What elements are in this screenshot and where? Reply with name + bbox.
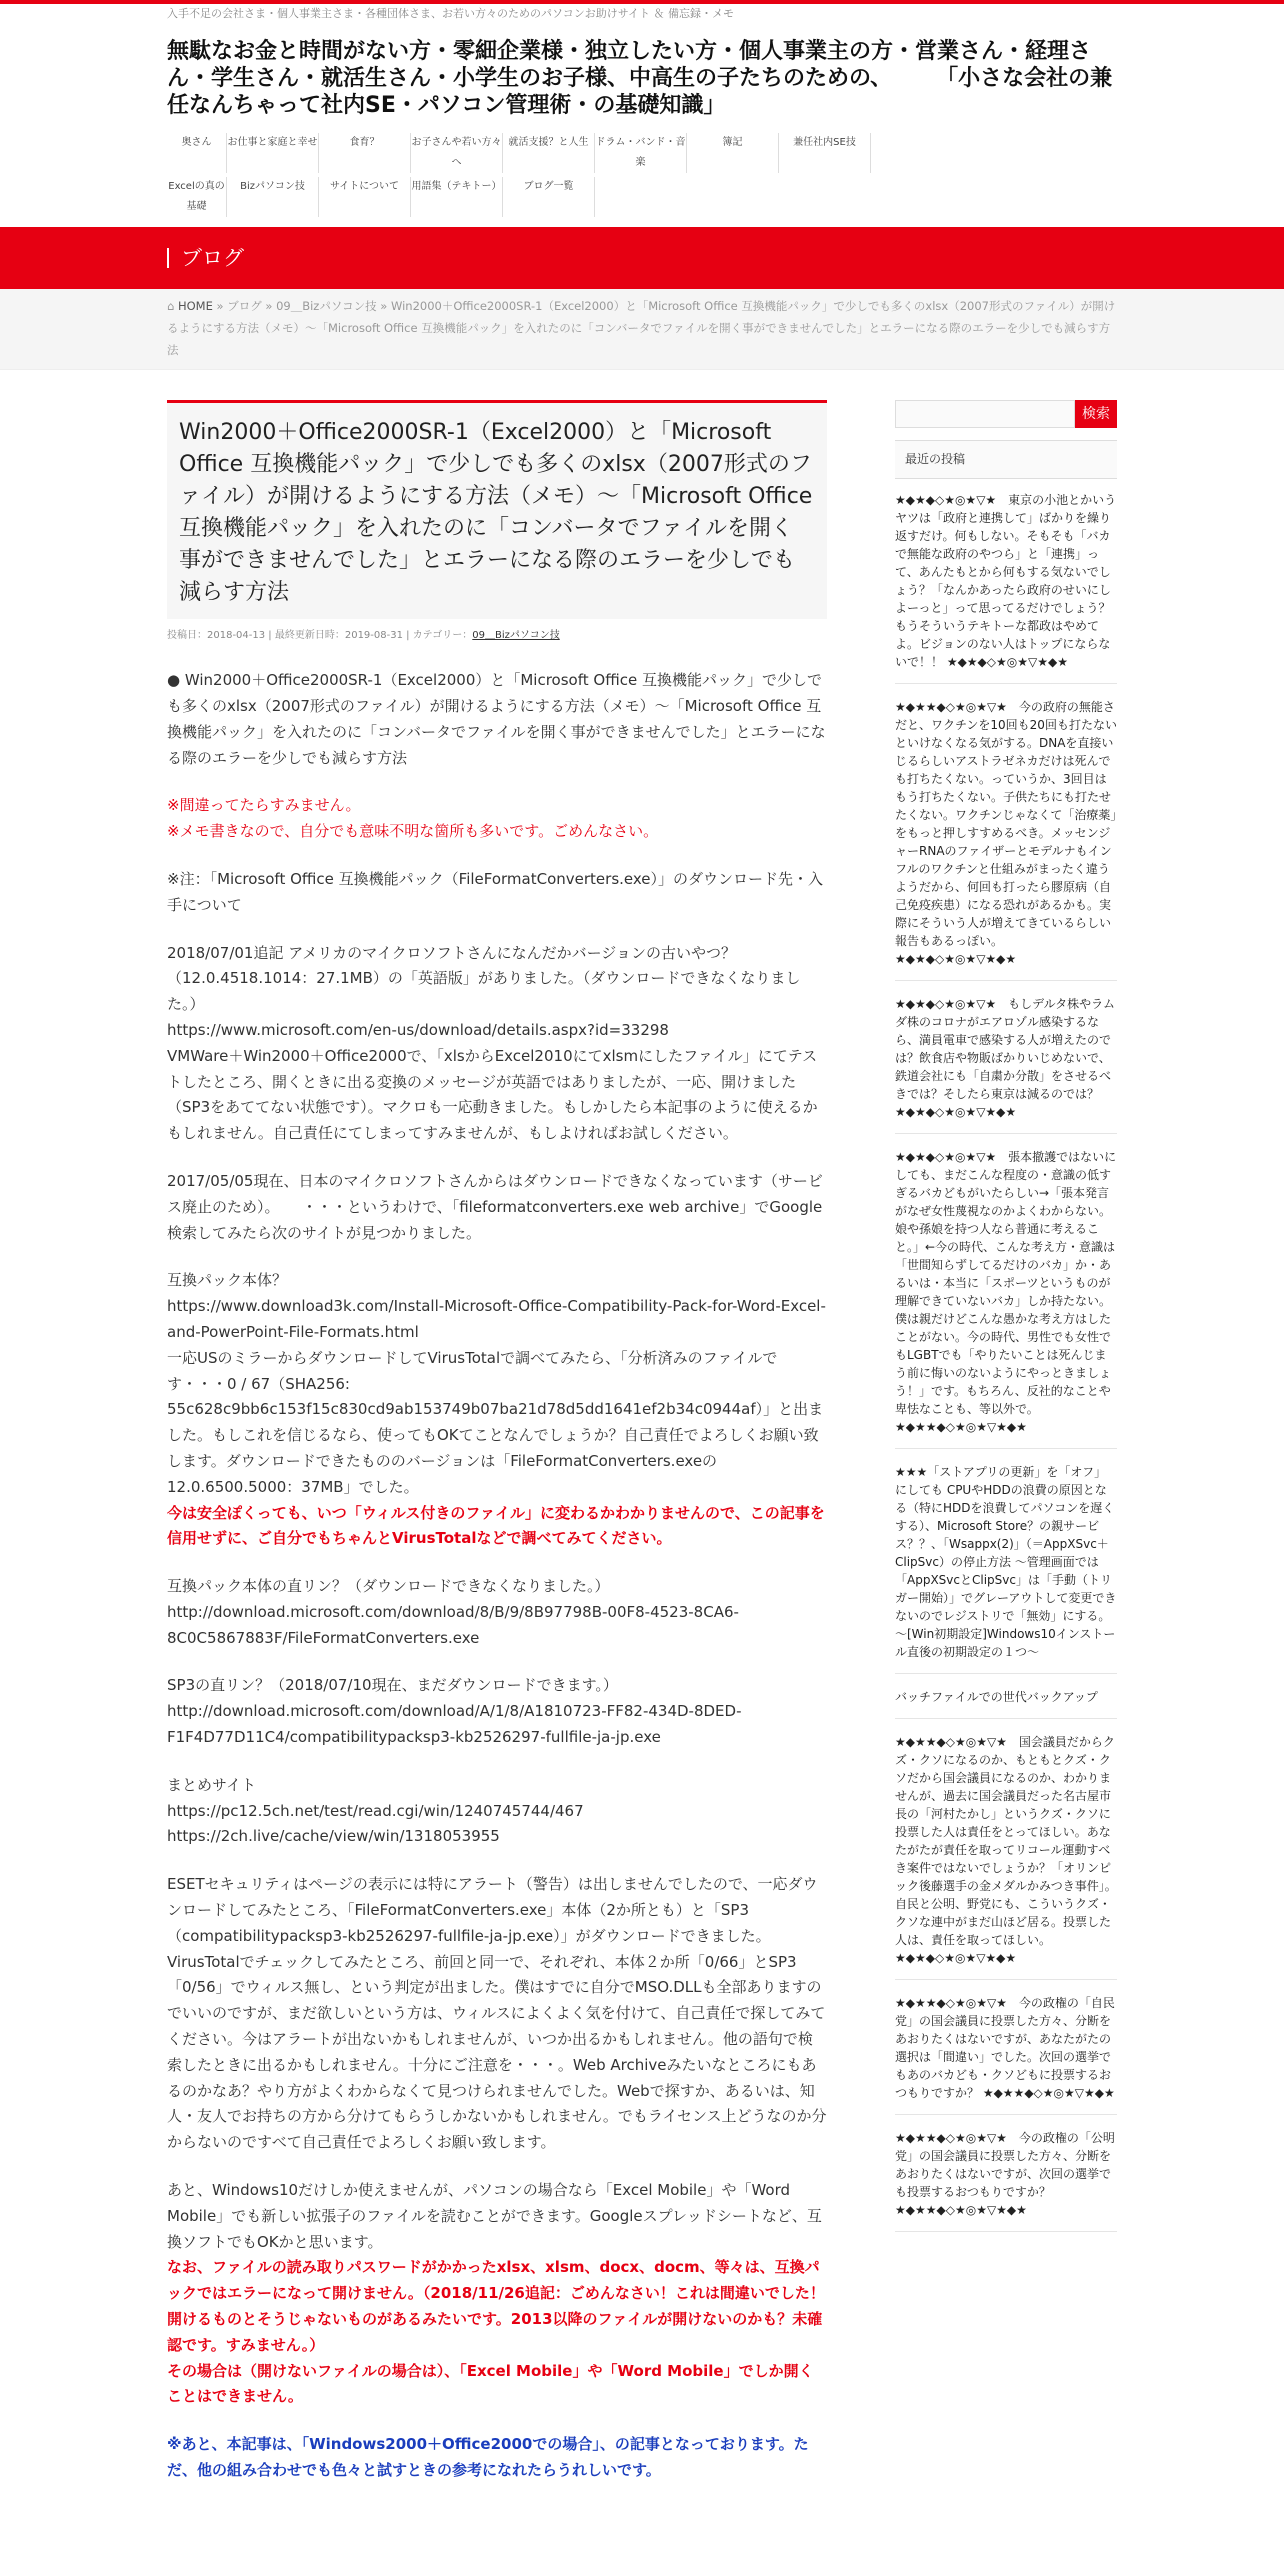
text: 互換パック本体？ [167, 1271, 288, 1290]
nav-item[interactable]: ドラム・バンド・音楽 [595, 133, 687, 173]
paragraph: ● Win2000＋Office2000SR-1（Excel2000）と「Microsoft Office 互換機能パック」で少しでも多くのxlsx（2007形式のファイル）が開けるようにする方法（メモ）～「Microsoft Office 互換機能パック」を入れたのに「コンバータでファイルを開く事ができませんでした」とエラーになる際のエラーを少しでも減らす方法 [167, 671, 826, 767]
site-title[interactable]: 無駄なお金と時間がない方・零細企業様・独立したい方・個人事業主の方・営業さん・経理さん・学生さん・就活生さん・小学生のお子様、中高生の子たちのための、 「小さな会社の兼任なんちゃって社内SE・パソコン管理術・の基礎知識」 [167, 39, 1113, 118]
sidebar [895, 400, 1117, 2506]
nav-item[interactable]: 用語集（テキトー） [411, 177, 503, 217]
text: VMWare＋Win2000＋Office2000で、「xlsからExcel2010にてxlsmにしたファイル」にてテストしたところ、開くときに出る変換のメッセージが英語ではありましたが、一応、開けました（SP3をあててない状態です）。マクロも一応動きました。もしかしたら本記事のように使えるかもしれません。自己責任にてしまってすみませんが、もしよければお試しください。 [167, 1046, 818, 1143]
text: 」でも新しい拡張子のファイルを読むことができます。Googleスプレッドシートなど、互換ソフトでもOKかと思います。 [167, 2206, 822, 2251]
link[interactable]: https://www.microsoft.com/en-us/download/details.aspx?id=33298 [167, 1020, 669, 1039]
recent-post-link[interactable]: ★◆★◆◇★◎★▽★ 東京の小池とかいうヤツは「政府と連携して」ばかりを繰り返すだけ。何もしない。そもそも「バカで無能な政府のやつら」と「連携」って、あんたもとから何もする気ないでしょう？「なんかあったら政府のせいにしよーっと」って思ってるだけでしょう？もうそういうテキトーな都政はやめてよ。ビジョンのない人はトップにならないで！！ ★◆★◆◇★◎★▽★◆★ [895, 487, 1117, 684]
recent-post-link[interactable]: ★◆★★◆◇★◎★▽★ 今の政府の無能さだと、ワクチンを10回も20回も打たないといけなくなる気がする。DNAを直接いじるらしいアストラゼネカだけは死んでも打ちたくない。っていうか、3回目はもう打ちたくない。子供たちにも打たせたくない。ワクチンじゃなくて「治療薬」をもっと押しすすめるべき。メッセンジャーRNAのファイザーとモデルナもインフルのワクチンと仕組みがまったく違うようだから、何回も打ったら膠原病（自己免疫疾患）になる恐れがあるかも。実際にそういう人が増えてきているらしい報告もあるっぽい。 ★◆★◆◇★◎★▽★◆★ [895, 694, 1117, 981]
nav-item[interactable]: お仕事と家庭と幸せ [227, 133, 319, 173]
paragraph [167, 1574, 827, 1651]
excel-mobile-link[interactable]: Excel Mobile [612, 2181, 707, 2200]
nav-item[interactable]: Bizパソコン技 [227, 177, 319, 217]
text: https://2ch.live/cache/view/win/1318053955 [167, 1827, 500, 1846]
paragraph: ESETセキュリティはページの表示には特にアラート（警告）は出しませんでしたので、一応ダウンロードしてみたところ、「FileFormatConverters.exe」本体（2か所とも）と「SP3（compatibilitypacksp3-kb2526297-fullfile-ja-jp.exe）」がダウンロードできました。VirusTotalでチェックしてみたところ、前回と同一で、それぞれ、本体２か所「0/66」とSP3「0/56」でウィルス無し、という判定が出ました。僕はすでに自分でMSO.DLLも全部ありますのでいいのですが、まだ欲しいという方は、ウィルスによくよく気を付けて、自己責任で探してみてください。今はアラートが出ないかもしれませんが、いつか出るかもしれません。他の語句で検索したときに出るかもしれません。十分にご注意を・・・。Web Archiveみたいなところにもあるのかなあ？やり方がよくわからなくて見つけられませんでした。Webで探すか、あるいは、知人・友人でお持ちの方から分けてもらうしかないかもしれません。でもライセンス上どうなのか分からないのですべて自己責任でよろしくお願い致します。 [167, 1875, 827, 2152]
recent-post-link[interactable]: ★◆★★◆◇★◎★▽★ 今の政権の「自民党」の国会議員に投票した方々、分断をあおりたくはないですが、あなたがたの選択は「間違い」でした。次回の選挙でもあのバカども・クソどもに投票するおつもりですか？ ★◆★★◆◇★◎★▽★◆★ [895, 1990, 1117, 2115]
nav-item[interactable]: サイトについて [319, 177, 411, 217]
paragraph [167, 941, 827, 1147]
text: まとめサイト [167, 1775, 256, 1794]
post-category-link[interactable]: 09＿Bizパソコン技 [472, 630, 560, 641]
page-banner [0, 227, 1284, 289]
note-2: ※メモ書きなので、自分でも意味不明な箇所も多いです。ごめんなさい。 [167, 822, 659, 841]
paragraph [167, 1773, 827, 1850]
global-nav-row2 [167, 177, 1117, 217]
search-button[interactable]: 検索 [1075, 400, 1117, 428]
link[interactable]: http://download.microsoft.com/download/A/1/8/A1810723-FF82-434D-8DED-F1F4D77D11C4/compatibilitypacksp3-kb2526297-fullfile-ja-jp.exe [167, 1702, 742, 1747]
paragraph: ※あと、本記事は、「Windows2000＋Office2000での場合」、の記事となっております。ただ、他の組み合わせでも色々と試すときの参考になれたらうれしいです。 [167, 2435, 809, 2479]
breadcrumb-home[interactable]: HOME [177, 299, 213, 313]
warning-text: その場合は（開けないファイルの場合は）、「Excel Mobile」や「Word Mobile」でしか開くことはできません。 [167, 2361, 814, 2406]
post-title: Win2000＋Office2000SR-1（Excel2000）と「Microsoft Office 互換機能パック」で少しでも多くのxlsx（2007形式のファイル）が開けるようにする方法（メモ）～「Microsoft Office 互換機能パック」を入れたのに「コンバータでファイルを開く事ができませんでした」とエラーになる際のエラーを少しでも減らす方法 [179, 420, 813, 605]
nav-item[interactable]: 兼任社内SE技 [779, 133, 871, 173]
home-icon: ⌂ [167, 299, 175, 313]
recent-post-link[interactable]: ★◆★★◆◇★◎★▽★ 今の政権の「公明党」の国会議員に投票した方々、分断をあおりたくはないですが、次回の選挙でも投票するおつもりですか？ ★◆★★◆◇★◎★▽★◆★ [895, 2125, 1117, 2232]
text: https://pc12.5ch.net/test/read.cgi/win/1240745744/467 [167, 1801, 584, 1820]
banner-title: ブログ [167, 248, 244, 268]
recent-post-link[interactable]: ★◆★◆◇★◎★▽★ 張本撤護ではないにしても、まだこんな程度の・意識の低すぎるバカどもがいたらしい→「張本発言がなぜ女性蔑視なのかよくわからない。娘や孫娘を持つ人なら普通に考えること。」←今の時代、こんな考え方・意識は「世間知らずしてるだけのバカ」か・あるいは・本当に「スポーツというものが理解できていないバカ」しか持たない。僕は親だけどこんな愚かな考え方はしたことがない。今の時代、男性でも女性でもLGBTでも「やりたいことは死んじまう前に悔いのないようにやっときましょう！」です。もちろん、反社的なことや卑怯なことも、等以外で。 ★◆★★◆◇★◎★▽★◆★ [895, 1144, 1117, 1449]
text: 2018/07/01追記 アメリカのマイクロソフトさんになんだかバージョンの古いやつ？（12.0.4518.1014：27.1MB）の「英語版」がありました。（ダウンロードできなくなりました。） [167, 943, 801, 1014]
breadcrumb-blog[interactable]: ブログ [227, 299, 262, 313]
post-meta [167, 627, 827, 644]
nav-item[interactable]: お子さんや若い方々へ [411, 133, 503, 173]
post-header [167, 400, 827, 619]
recent-post-link[interactable]: ★◆★★◆◇★◎★▽★ 国会議員だからクズ・クソになるのか、もともとクズ・クソだから国会議員になるのか、わかりませんが、過去に国会議員だった名古屋市長の「河村たかし」というクズ・クソに投票した人は責任をとってほしい。あなたがたが責任を取ってリコール運動すべき案件ではないでしょうか？「オリンピック後藤選手の金メダルかみつき事件」。自民と公明、野党にも、こういうクズ・クソな連中がまだ山ほど居る。投票した人は、責任を取ってほしい。 ★◆★◆◇★◎★▽★◆★ [895, 1729, 1117, 1980]
text: SP3の直リン？（2018/07/10現在、まだダウンロードできます。） [167, 1676, 618, 1695]
breadcrumb [0, 289, 1284, 370]
nav-item[interactable]: 奥さん [167, 133, 227, 173]
text: 互換パック本体の直リン？（ダウンロードできなくなりました。） [167, 1577, 610, 1596]
main-content [167, 400, 827, 2506]
nav-item[interactable]: 簿記 [687, 133, 779, 173]
recent-post-link[interactable]: バッチファイルでの世代バックアップ [895, 1684, 1117, 1719]
paragraph [167, 2178, 827, 2410]
excel-mobile-link[interactable]: Excel Mobile [466, 2361, 573, 2380]
search-form [895, 400, 1117, 428]
word-mobile-link[interactable]: Word Mobile [617, 2361, 724, 2380]
nav-item[interactable]: 食育？ [319, 133, 411, 173]
text: https://www.download3k.com/Install-Microsoft-Office-Compatibility-Pack-for-Word-Excel-and-PowerPoint-File-Formats.html [167, 1297, 826, 1341]
global-nav [167, 133, 1117, 173]
link[interactable]: http://download.microsoft.com/download/8/B/9/8B97798B-00F8-4523-8CA6-8C0C5867883F/FileFormatConverters.exe [167, 1602, 739, 1647]
breadcrumb-sep: » [265, 299, 273, 313]
text: 一応USのミラーからダウンロードしてVirusTotalで調べてみたら、「分析済みのファイルです・・・0 / 67（SHA256: 55c628c9bb6c153f15c830cd9ab153749b07ba21d78d5dd1641ef2b34c0944af）」と出ました。もしこれを信じるなら、使ってもOKてことなんでしょうか？自己責任でよろしくお願い致します。ダウンロードできたもののバージョンは「FileFormatConverters.exeの12.0.6500.5000：37MB」でした。 [167, 1348, 824, 1496]
recent-post-link[interactable]: ★◆★◆◇★◎★▽★ もしデルタ株やラムダ株のコロナがエアロゾル感染するなら、満員電車で感染する人が増えたのでは？飲食店や物販ばかりいじめないで、鉄道会社にも「自粛か分散」をさせるべきでは？そしたら東京は減るのでは？ ★◆★◆◇★◎★▽★◆★ [895, 991, 1117, 1134]
text: 」や「 [706, 2181, 752, 2200]
top-accent-line [0, 0, 1284, 4]
post-dates: 投稿日：2018-04-13 | 最終更新日時：2019-08-31 | カテゴリー： [167, 630, 473, 641]
paragraph [167, 1268, 827, 1552]
word-mobile-link[interactable]: Word Mobile [167, 2181, 791, 2225]
text: あと、Windows10だけしか使えませんが、パソコンの場合なら「 [167, 2181, 613, 2200]
search-input[interactable] [895, 400, 1075, 428]
breadcrumb-current: Win2000＋Office2000SR-1（Excel2000）と「Microsoft Office 互換機能パック」で少しでも多くのxlsx（2007形式のファイル）が開けるようにする方法（メモ）～「Microsoft Office 互換機能パック」を入れたのに「コンバータでファイルを開く事ができませんでした」とエラーになる際のエラーを少しでも減らす方法 [167, 299, 1116, 357]
breadcrumb-category[interactable]: 09＿Bizパソコン技 [276, 299, 377, 313]
warning-text: なお、ファイルの読み取りパスワードがかかったxlsx、xlsm、docx、docm、等々は、互換パックではエラーになって開けません。（2018/11/26追記：ごめんなさい！これは間違いでした！開けるものとそうじゃないものがあるみたいです。2013以降のファイルが開けないのかも？未確認です。すみません。） [167, 2258, 825, 2354]
header [167, 6, 1117, 217]
nav-item[interactable]: 就活支援？と人生 [503, 133, 595, 173]
breadcrumb-sep: » [380, 299, 388, 313]
warning-text: 今は安全ぽくっても、いつ「ウィルス付きのファイル」に変わるかわかりませんので、この記事を信用せずに、ご自分でもちゃんとVirusTotalなどで調べてみてください。 [167, 1503, 825, 1548]
breadcrumb-sep: » [216, 299, 224, 313]
paragraph: ※注：「Microsoft Office 互換機能パック（FileFormatConverters.exe）」のダウンロード先・入手について [167, 869, 824, 914]
note [167, 793, 827, 845]
nav-item[interactable]: ブログ一覧 [503, 177, 595, 217]
site-tagline: 入手不足の会社さま・個人事業主さま・各種団体さま、お若い方々のためのパソコンお助けサイト ＆ 備忘録・メモ [167, 7, 734, 20]
paragraph [167, 1673, 827, 1750]
paragraph: 2017/05/05現在、日本のマイクロソフトさんからはダウンロードできなくなっています（サービス廃止のため）。 ・・・というわけで、「fileformatconverters.exe web archive」でGoogle検索してみたら次のサイトが見つかりました。 [167, 1171, 823, 1242]
note-1: ※間違ってたらすみません。 [167, 796, 361, 815]
recent-posts-heading: 最近の投稿 [895, 440, 1117, 479]
recent-post-link[interactable]: ★★★「ストアプリの更新」を「オフ」にしても CPUやHDDの浪費の原因となる（特にHDDを浪費してパソコンを遅くする）、Microsoft Store？の親サービス？？、「Wsappx(2)」（＝AppXSvc＋ClipSvc）の停止方法 ～管理画面では「AppXSvcとClipSvc」は「手動（トリガー開始）」でグレーアウトして変更できないのでレジストリで「無効」にする。～[Win初期設定]Windows10インストール直後の初期設定の１つ～ [895, 1459, 1117, 1674]
nav-item[interactable]: Excelの真の基礎 [167, 177, 227, 217]
